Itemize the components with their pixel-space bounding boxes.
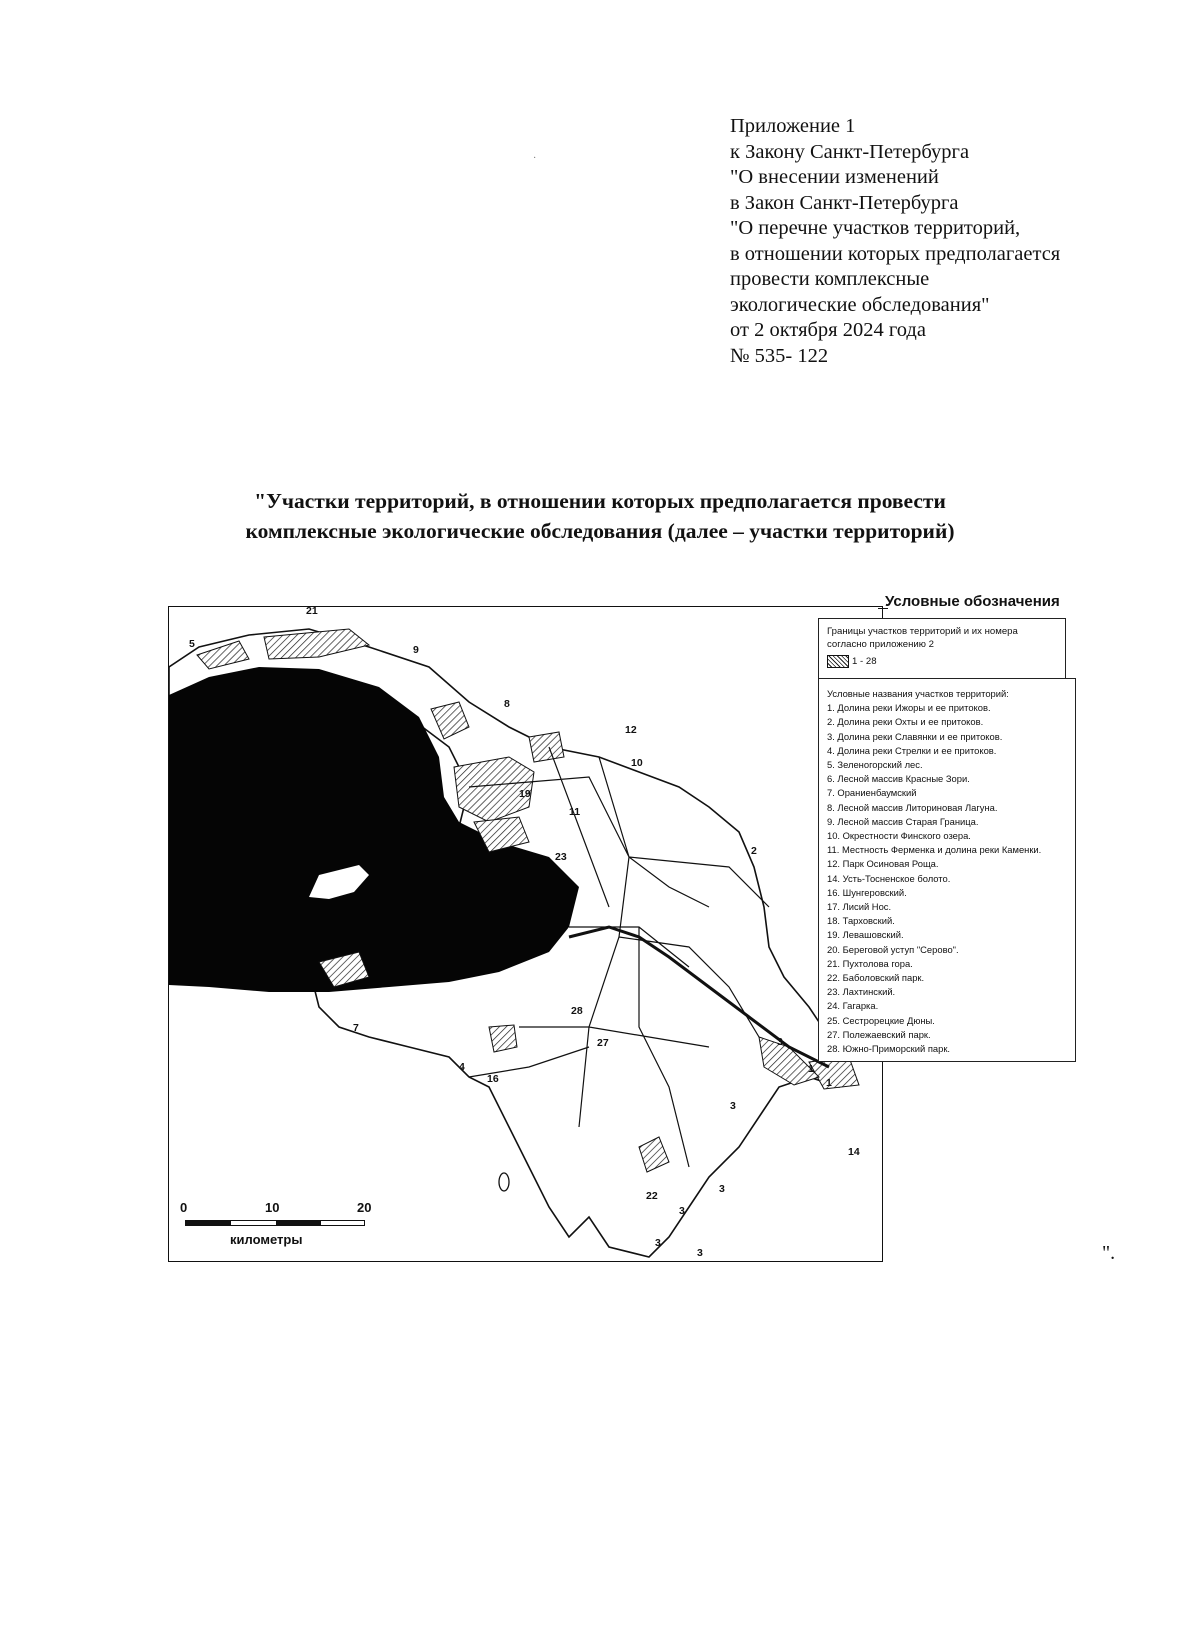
appendix-line: к Закону Санкт-Петербурга — [730, 140, 970, 163]
legend-item: 7. Ораниенбаумский — [827, 787, 917, 799]
legend-item: 18. Тарховский. — [827, 915, 895, 927]
map-label: 9 — [413, 644, 419, 656]
map-label: 11 — [569, 806, 581, 818]
legend-item: 6. Лесной массив Красные Зори. — [827, 773, 970, 785]
map-label: 3 — [730, 1100, 736, 1112]
legend-item: 16. Шунгеровский. — [827, 886, 907, 898]
legend-item: 23. Лахтинский. — [827, 986, 896, 998]
map-label: 12 — [625, 724, 637, 736]
legend-names-box — [818, 678, 1076, 1062]
title-line: комплексные экологические обследования (далее – участки территорий) — [245, 519, 955, 543]
map-drawing — [169, 607, 883, 1262]
map-label: 21 — [306, 605, 318, 617]
scale-bar-segment — [276, 1221, 321, 1225]
map-label: 10 — [631, 757, 643, 769]
scale-bar — [185, 1220, 365, 1226]
map-label: 1 — [808, 1063, 814, 1075]
map-label: 27 — [597, 1037, 609, 1049]
legend-boundaries-text: согласно приложению 2 — [827, 639, 934, 650]
appendix-line: Приложение 1 — [730, 115, 856, 137]
title-line: "Участки территорий, в отношении которых предполагается провести — [254, 489, 946, 513]
map-label: 14 — [848, 1146, 860, 1158]
legend-item: 2. Долина реки Охты и ее притоков. — [827, 716, 984, 728]
map-label: 3 — [777, 1036, 783, 1048]
appendix-line: провести комплексные — [730, 268, 930, 290]
legend-item: 10. Окрестности Финского озера. — [827, 830, 971, 842]
map-label: 3 — [655, 1237, 661, 1249]
legend-item: 5. Зеленогорский лес. — [827, 759, 923, 771]
map-label: 2 — [751, 845, 757, 857]
map-label: 4 — [459, 1061, 465, 1073]
territory-6 — [529, 732, 564, 762]
legend-item: 12. Парк Осиновая Роща. — [827, 858, 939, 870]
appendix-line: № 535- 122 — [730, 344, 829, 367]
lake — [499, 1173, 509, 1191]
legend-swatch-label: 1 - 28 — [852, 656, 877, 667]
legend-item: 11. Местность Ферменка и долина реки Каменки. — [827, 844, 1042, 856]
map-label: 22 — [646, 1190, 658, 1202]
legend-item: 25. Сестрорецкие Дюны. — [827, 1014, 935, 1026]
legend-boundaries-box — [818, 618, 1066, 684]
map-label: 19 — [519, 788, 531, 800]
scale-tick-label: 20 — [357, 1200, 372, 1215]
legend-item: 14. Усть-Тосненское болото. — [827, 872, 951, 884]
territory-16 — [489, 1025, 517, 1052]
appendix-line: "О перечне участков территорий, — [730, 217, 1021, 239]
legend-item: 28. Южно-Приморский парк. — [827, 1043, 951, 1055]
legend-item: 17. Лисий Нос. — [827, 901, 892, 913]
map-label: 5 — [189, 638, 195, 650]
legend-boundaries-text: Границы участков территорий и их номера — [827, 626, 1018, 637]
legend-item: 3. Долина реки Славянки и ее притоков. — [827, 730, 1003, 742]
map-label: 3 — [719, 1183, 725, 1195]
map-label: 8 — [504, 698, 510, 710]
map-label: 3 — [697, 1247, 703, 1259]
stray-mark: · — [533, 153, 537, 164]
hatch-swatch-icon — [827, 655, 849, 668]
appendix-line: экологические обследования" — [730, 293, 990, 316]
legend-item: 8. Лесной массив Литориновая Лагуна. — [827, 801, 998, 813]
legend-item: 22. Баболовский парк. — [827, 972, 925, 984]
legend-item: 27. Полежаевский парк. — [827, 1028, 931, 1040]
legend-names-heading: Условные названия участков территорий: — [827, 688, 1009, 699]
legend-swatch-row — [827, 655, 1057, 668]
legend-item: 20. Береговой уступ "Серово". — [827, 943, 959, 955]
map-label: 28 — [571, 1005, 583, 1017]
map-label: 23 — [555, 851, 567, 863]
appendix-line: в отношении которых предполагается — [730, 242, 1061, 265]
scale-unit-label: километры — [230, 1232, 303, 1247]
closing-quote: ". — [1102, 1242, 1116, 1264]
appendix-line: от 2 октября 2024 года — [730, 319, 926, 341]
map-frame — [168, 606, 883, 1262]
map-label: 16 — [487, 1073, 499, 1085]
scale-tick-label: 10 — [265, 1200, 280, 1215]
scale-bar-segment — [186, 1221, 231, 1225]
map-label: 3 — [679, 1205, 685, 1217]
map-label: 1 — [826, 1077, 832, 1089]
appendix-line: "О внесении изменений — [730, 166, 939, 188]
map-label: 7 — [353, 1022, 359, 1034]
legend-item: 24. Гагарка. — [827, 1000, 879, 1012]
legend-item: 9. Лесной массив Старая Граница. — [827, 815, 979, 827]
document-title — [150, 486, 1050, 546]
legend-item: 1. Долина реки Ижоры и ее притоков. — [827, 702, 991, 714]
legend-item: 19. Левашовский. — [827, 929, 904, 941]
appendix-line: в Закон Санкт-Петербурга — [730, 191, 959, 214]
legend-item: 4. Долина реки Стрелки и ее притоков. — [827, 744, 997, 756]
legend-heading: Условные обозначения — [885, 593, 1060, 610]
scale-tick-label: 0 — [180, 1200, 188, 1215]
appendix-header — [730, 114, 1170, 369]
legend-item: 21. Пухтолова гора. — [827, 957, 913, 969]
